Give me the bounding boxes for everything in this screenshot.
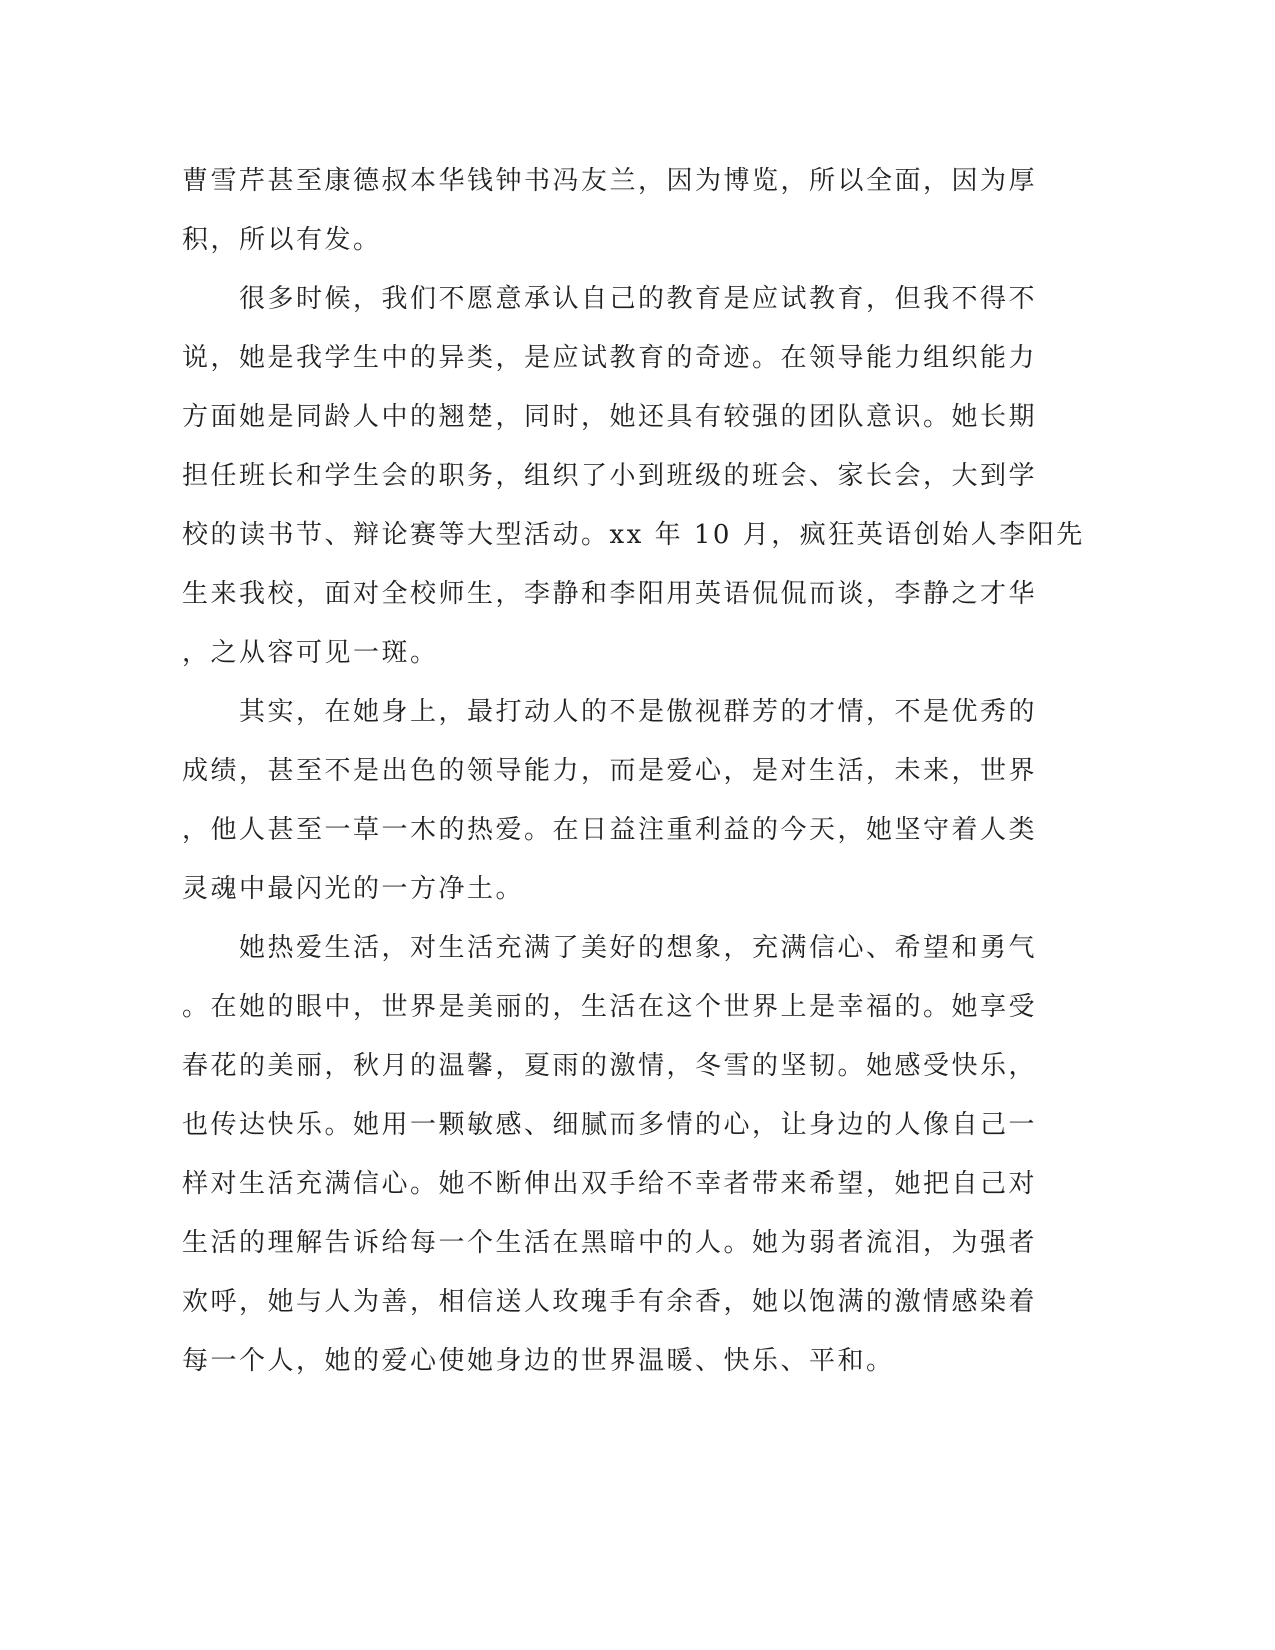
text-line: 灵魂中最闪光的一方净土。 (182, 874, 525, 904)
text-line: 每一个人，她的爱心使她身边的世界温暖、快乐、平和。 (182, 1346, 895, 1376)
text-line: 欢呼，她与人为善，相信送人玫瑰手有余香，她以饱满的激情感染着 (182, 1287, 1038, 1317)
text-line: 其实，在她身上，最打动人的不是傲视群芳的才情，不是优秀的 (182, 697, 1038, 727)
text-line: 很多时候，我们不愿意承认自己的教育是应试教育，但我不得不 (182, 284, 1038, 314)
text-line: 。在她的眼中，世界是美丽的，生活在这个世界上是幸福的。她享受 (182, 992, 1038, 1022)
text-line: 担任班长和学生会的职务，组织了小到班级的班会、家长会，大到学 (182, 461, 1038, 491)
text-line: 春花的美丽，秋月的温馨，夏雨的激情，冬雪的坚韧。她感受快乐， (182, 1051, 1038, 1081)
text-line: 她热爱生活，对生活充满了美好的想象，充满信心、希望和勇气 (182, 933, 1038, 963)
text-line: 方面她是同龄人中的翘楚，同时，她还具有较强的团队意识。她长期 (182, 402, 1038, 432)
text-line: 成绩，甚至不是出色的领导能力，而是爱心，是对生活，未来，世界 (182, 756, 1038, 786)
text-line: ，他人甚至一草一木的热爱。在日益注重利益的今天，她坚守着人类 (182, 815, 1038, 845)
text-line: 生来我校，面对全校师生，李静和李阳用英语侃侃而谈，李静之才华 (182, 579, 1038, 609)
text-line: 校的读书节、辩论赛等大型活动。xx 年 10 月，疯狂英语创始人李阳先 (182, 520, 1085, 550)
text-line: ，之从容可见一斑。 (182, 638, 439, 668)
text-line: 样对生活充满信心。她不断伸出双手给不幸者带来希望，她把自己对 (182, 1169, 1038, 1199)
text-line: 生活的理解告诉给每一个生活在黑暗中的人。她为弱者流泪，为强者 (182, 1228, 1038, 1258)
text-line: 说，她是我学生中的异类，是应试教育的奇迹。在领导能力组织能力 (182, 343, 1038, 373)
text-line: 也传达快乐。她用一颗敏感、细腻而多情的心，让身边的人像自己一 (182, 1110, 1038, 1140)
text-line: 曹雪芹甚至康德叔本华钱钟书冯友兰，因为博览，所以全面，因为厚 (182, 166, 1038, 196)
document-body (182, 152, 1085, 1391)
text-line: 积，所以有发。 (182, 225, 382, 255)
